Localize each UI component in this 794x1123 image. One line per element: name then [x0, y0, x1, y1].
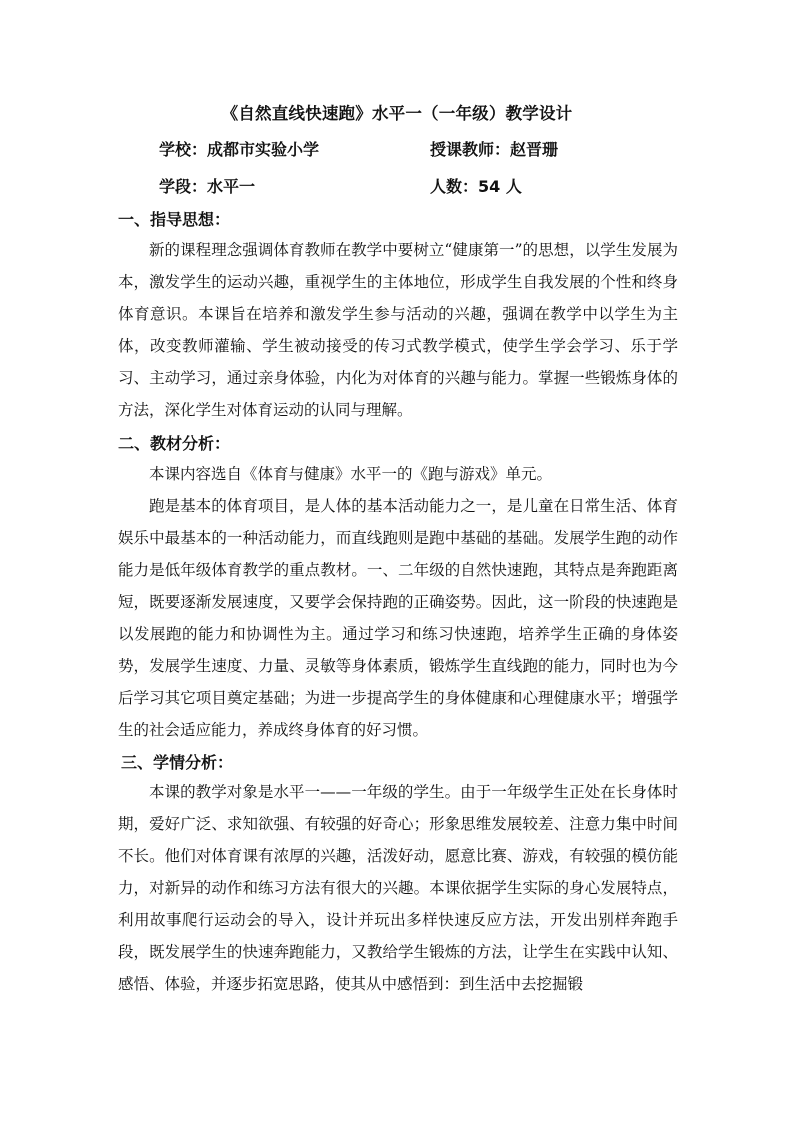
section-heading-guiding-thought: 一、指导思想：	[118, 210, 231, 229]
section-heading-material-analysis: 二、教材分析：	[118, 434, 231, 453]
school-field: 学校：成都市实验小学	[159, 140, 320, 159]
teacher-field: 授课教师：赵晋珊	[430, 140, 559, 159]
section-paragraph: 新的课程理念强调体育教师在教学中要树立“健康第一”的思想，以学生发展为本，激发学生的运动兴趣，重视学生的主体地位，形成学生自我发展的个性和终身体育意识。本课旨在培养和激发学生参与活动的兴趣，强调在教学中以学生为主体，改变教师灌输、学生被动接受的传习式教学模式，使学生学会学习、乐于学习、主动学习，通过亲身体验，内化为对体育的兴趣与能力。掌握一些锻炼身体的方法，深化学生对体育运动的认同与理解。	[118, 241, 678, 419]
stage-field: 学段：水平一	[159, 177, 256, 196]
document-title: 《自然直线快速跑》水平一（一年级）教学设计	[221, 104, 573, 123]
section-paragraph: 本课的教学对象是水平一——一年级的学生。由于一年级学生正处在长身体时期，爱好广泛、求知欲强、有较强的好奇心；形象思维发展较差、注意力集中时间不长。他们对体育课有浓厚的兴趣，活泼好动，愿意比赛、游戏，有较强的模仿能力，对新异的动作和练习方法有很大的兴趣。本课依据学生实际的身心发展特点，利用故事爬行运动会的导入，设计并玩出多样快速反应方法，开发出别样奔跑手段，既发展学生的快速奔跑能力，又教给学生锻炼的方法，让学生在实践中认知、感悟、体验，并逐步拓宽思路，使其从中感悟到：到生活中去挖掘锻	[118, 783, 678, 993]
student-count-field: 人数：54 人	[430, 177, 522, 196]
section-heading-learner-analysis: 三、学情分析：	[121, 753, 234, 772]
section-paragraph: 本课内容选自《体育与健康》水平一的《跑与游戏》单元。	[149, 465, 553, 483]
section-paragraph: 跑是基本的体育项目，是人体的基本活动能力之一，是儿童在日常生活、体育娱乐中最基本的一种活动能力，而直线跑则是跑中基础的基础。发展学生跑的动作能力是低年级体育教学的重点教材。一、二年级的自然快速跑，其特点是奔跑距离短，既要逐渐发展速度，又要学会保持跑的正确姿势。因此，这一阶段的快速跑是以发展跑的能力和协调性为主。通过学习和练习快速跑，培养学生正确的身体姿势，发展学生速度、力量、灵敏等身体素质，锻炼学生直线跑的能力，同时也为今后学习其它项目奠定基础；为进一步提高学生的身体健康和心理健康水平；增强学生的社会适应能力，养成终身体育的好习惯。	[118, 497, 678, 739]
